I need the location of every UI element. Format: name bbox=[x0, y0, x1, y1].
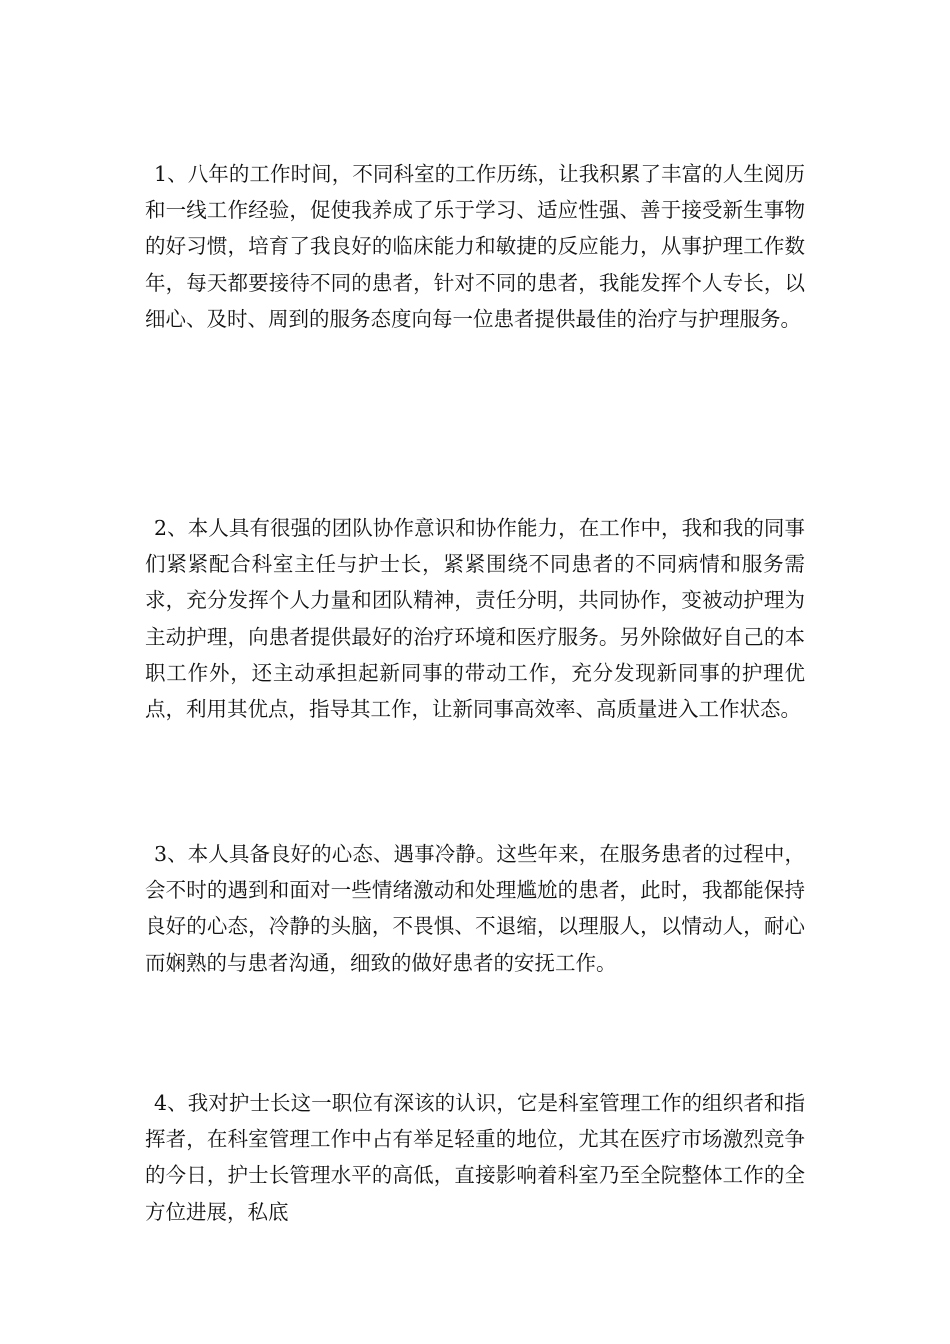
paragraph-4: 4、我对护士长这一职位有深该的认识，它是科室管理工作的组织者和指挥者，在科室管理工作中占有举足轻重的地位，尤其在医疗市场激烈竞争的今日，护士长管理水平的高低，直接影响着科室乃至全院整体工作的全方位进展，私底 bbox=[145, 1091, 805, 1224]
paragraph-2: 2、本人具有很强的团队协作意识和协作能力，在工作中，我和我的同事们紧紧配合科室主任与护士长，紧紧围绕不同患者的不同病情和服务需求，充分发挥个人力量和团队精神，责任分明，共同协作，变被动护理为主动护理，向患者提供最好的治疗环境和医疗服务。另外除做好自己的本职工作外，还主动承担起新同事的带动工作，充分发现新同事的护理优点，利用其优点，指导其工作，让新同事高效率、高质量进入工作状态。 bbox=[145, 516, 805, 722]
paragraph-3: 3、本人具备良好的心态、遇事冷静。这些年来，在服务患者的过程中，会不时的遇到和面对一些情绪激动和处理尴尬的患者，此时，我都能保持良好的心态，冷静的头脑，不畏惧、不退缩，以理服人，以情动人，耐心而娴熟的与患者沟通，细致的做好患者的安抚工作。 bbox=[145, 842, 805, 975]
paragraph-1: 1、八年的工作时间，不同科室的工作历练，让我积累了丰富的人生阅历和一线工作经验，促使我养成了乐于学习、适应性强、善于接受新生事物的好习惯，培育了我良好的临床能力和敏捷的反应能力，从事护理工作数年，每天都要接待不同的患者，针对不同的患者，我能发挥个人专长，以细心、及时、周到的服务态度向每一位患者提供最佳的治疗与护理服务。 bbox=[145, 162, 805, 331]
